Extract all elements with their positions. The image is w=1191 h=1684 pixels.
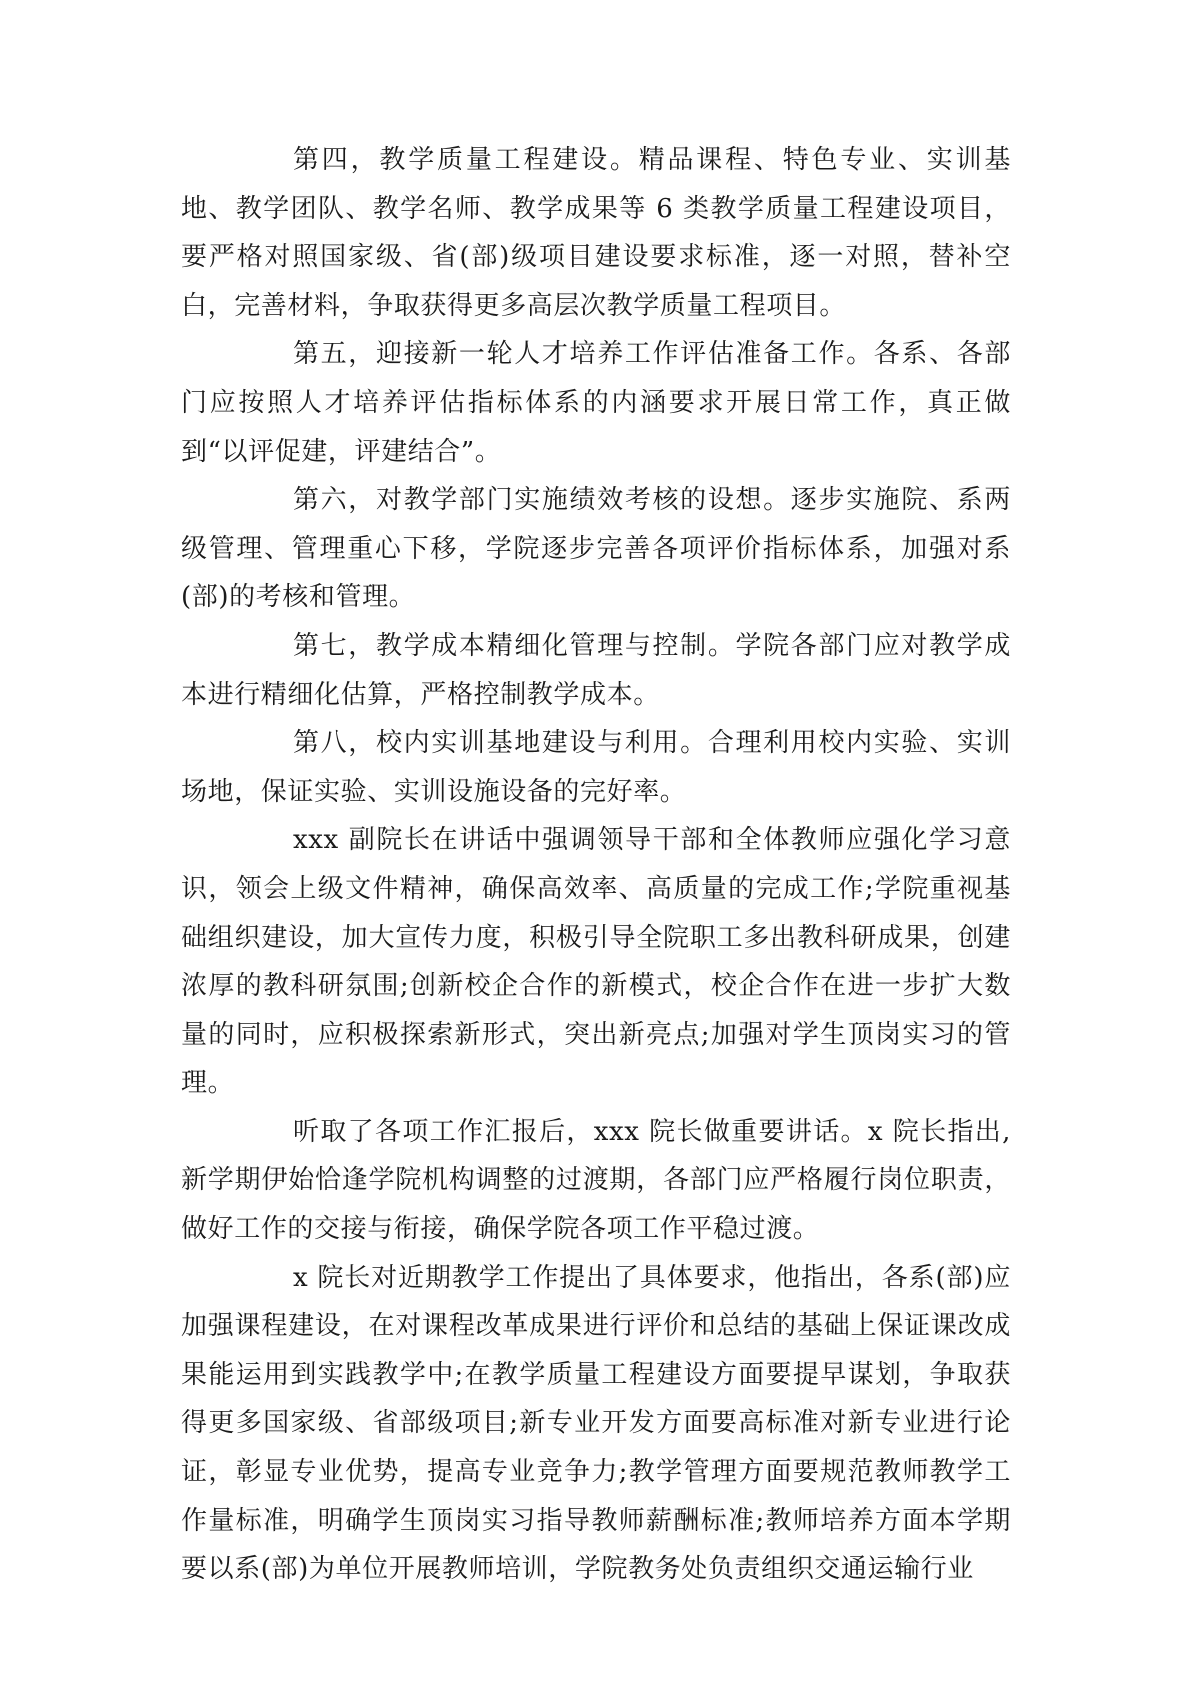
paragraph-teaching-requirements: x 院长对近期教学工作提出了具体要求，他指出，各系(部)应加强课程建设，在对课程改革成果进行评价和总结的基础上保证课改成果能运用到实践教学中;在教学质量工程建设方面要提早谋划，争取获得更多国家级、省部级项目;新专业开发方面要高标准对新专业进行论证，彰显专业优势，提高专业竞争力;教学管理方面要规范教师教学工作量标准，明确学生顶岗实习指导教师薪酬标准;教师培养方面本学期要以系(部)为单位开展教师培训，学院教务处负责组织交通运输行业 <box>181 1262 1011 1585</box>
paragraph-quality-project: 第四，教学质量工程建设。精品课程、特色专业、实训基地、教学团队、教学名师、教学成果等 6 类教学质量工程建设项目，要严格对照国家级、省(部)级项目建设要求标准，逐一对照，替补空白，完善材料，争取获得更多高层次教学质量工程项目。 <box>181 145 1011 321</box>
paragraph-performance-review: 第六，对教学部门实施绩效考核的设想。逐步实施院、系两级管理、管理重心下移，学院逐步完善各项评价指标体系，加强对系(部)的考核和管理。 <box>181 485 1011 613</box>
paragraph-training-base: 第八，校内实训基地建设与利用。合理利用校内实验、实训场地，保证实验、实训设施设备的完好率。 <box>181 728 1011 807</box>
document-body <box>181 136 1011 1594</box>
paragraph-vice-president-speech: xxx 副院长在讲话中强调领导干部和全体教师应强化学习意识，领会上级文件精神，确保高效率、高质量的完成工作;学院重视基础组织建设，加大宣传力度，积极引导全院职工多出教科研成果，创建浓厚的教科研氛围;创新校企合作的新模式，校企合作在进一步扩大数量的同时，应积极探索新形式，突出新亮点;加强对学生顶岗实习的管理。 <box>181 825 1011 1099</box>
paragraph-evaluation-prep: 第五，迎接新一轮人才培养工作评估准备工作。各系、各部门应按照人才培养评估指标体系的内涵要求开展日常工作，真正做到“以评促建，评建结合”。 <box>181 339 1011 467</box>
paragraph-president-speech: 听取了各项工作汇报后，xxx 院长做重要讲话。x 院长指出,新学期伊始恰逢学院机构调整的过渡期，各部门应严格履行岗位职责，做好工作的交接与衔接，确保学院各项工作平稳过渡。 <box>181 1116 1011 1245</box>
paragraph-cost-control: 第七，教学成本精细化管理与控制。学院各部门应对教学成本进行精细化估算，严格控制教学成本。 <box>181 630 1011 710</box>
